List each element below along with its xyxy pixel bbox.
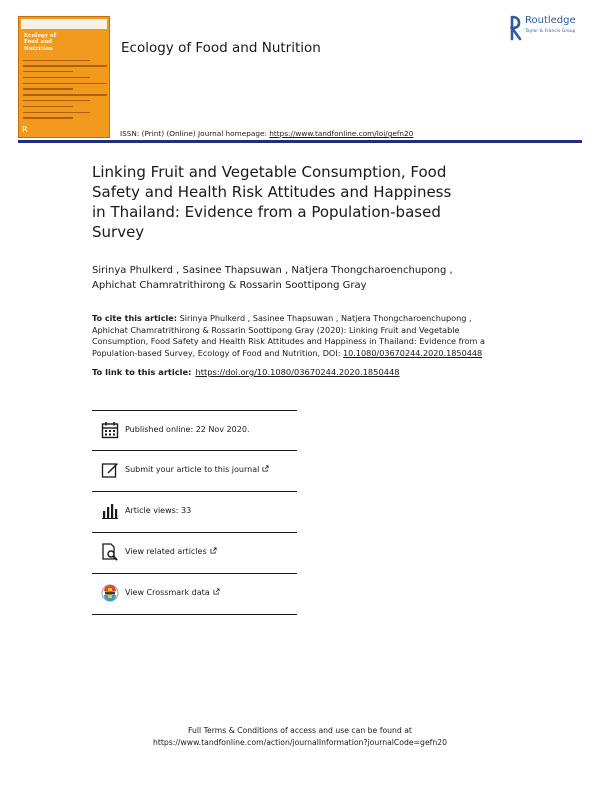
citation-line: Consumption, Food Safety and Health Risk Attitudes and Happiness in Thailand: Evidence from a bbox=[92, 336, 485, 347]
crossmark-row[interactable] bbox=[92, 574, 297, 615]
publisher-logo bbox=[510, 13, 594, 49]
related-articles-row[interactable] bbox=[92, 533, 297, 574]
citation-text: Population-based Survey, Ecology of Food and Nutrition, DOI: bbox=[92, 347, 343, 358]
citation-text: Sirinya Phulkerd , Sasinee Thapsuwan , Natjera Thongcharoenchupong , bbox=[177, 313, 472, 323]
cover-publisher-mark: R bbox=[22, 125, 28, 134]
journal-name: Ecology of Food and Nutrition bbox=[121, 40, 321, 56]
article-title-line: Survey bbox=[92, 223, 145, 241]
article-authors bbox=[92, 263, 522, 293]
issn-text: ISSN: (Print) (Online) Journal homepage: bbox=[120, 129, 270, 138]
article-title-line: in Thailand: Evidence from a Population-based bbox=[92, 203, 441, 221]
external-link-icon bbox=[262, 465, 269, 472]
publisher-tagline: Taylor & Francis Group bbox=[525, 29, 576, 34]
submit-article-label: Submit your article to this journal bbox=[125, 465, 260, 474]
article-title-line: Safety and Health Risk Attitudes and Happiness bbox=[92, 183, 452, 201]
citation-block bbox=[92, 313, 522, 359]
external-link-icon bbox=[213, 588, 220, 595]
publisher-name: Routledge bbox=[525, 15, 576, 26]
doi-link[interactable]: 10.1080/03670244.2020.1850448 bbox=[343, 347, 483, 358]
author-line: Aphichat Chamratrithirong & Rossarin Soottipong Gray bbox=[92, 280, 367, 291]
cover-title-line: Food and bbox=[24, 39, 53, 46]
submit-article-row[interactable] bbox=[92, 451, 297, 492]
issn-line bbox=[120, 129, 413, 138]
terms-footer bbox=[0, 725, 600, 748]
citation-label: To cite this article: bbox=[92, 313, 178, 323]
submit-article-link[interactable] bbox=[125, 465, 269, 474]
crossmark-label: View Crossmark data bbox=[125, 588, 210, 597]
citation-line bbox=[92, 348, 522, 360]
cover-contents bbox=[23, 55, 107, 135]
article-views: Article views: 33 bbox=[125, 506, 192, 515]
journal-cover bbox=[18, 16, 110, 138]
external-link-icon bbox=[210, 547, 217, 554]
article-link-line bbox=[92, 367, 400, 377]
edit-icon bbox=[101, 461, 119, 479]
crossmark-link[interactable] bbox=[125, 588, 220, 597]
cover-title-line: Ecology of bbox=[24, 33, 57, 39]
terms-footer-url[interactable]: https://www.tandfonline.com/action/journalInformation?journalCode=gefn20 bbox=[152, 737, 448, 747]
search-document-icon bbox=[101, 543, 119, 561]
crossmark-icon bbox=[101, 584, 119, 602]
calendar-icon bbox=[101, 421, 119, 439]
related-articles-label: View related articles bbox=[125, 547, 207, 556]
author-line: Sirinya Phulkerd , Sasinee Thapsuwan , Natjera Thongcharoenchupong , bbox=[92, 265, 453, 276]
article-info-box bbox=[92, 410, 297, 615]
cover-header-strip bbox=[21, 19, 107, 29]
citation-line: Aphichat Chamratrithirong & Rossarin Soottipong Gray (2020): Linking Fruit and Vegetable bbox=[92, 324, 460, 335]
citation-line bbox=[92, 313, 522, 325]
routledge-icon bbox=[510, 14, 522, 42]
terms-footer-text: Full Terms & Conditions of access and use can be found at bbox=[188, 726, 412, 735]
journal-homepage-link[interactable]: https://www.tandfonline.com/loi/gefn20 bbox=[269, 129, 414, 138]
article-doi-url[interactable]: https://doi.org/10.1080/03670244.2020.1850448 bbox=[195, 367, 400, 377]
link-label: To link to this article: bbox=[92, 367, 192, 377]
cover-title-line: Nutrition bbox=[24, 45, 54, 52]
published-date: Published online: 22 Nov 2020. bbox=[125, 425, 250, 434]
cover-title bbox=[24, 33, 106, 53]
related-articles-link[interactable] bbox=[125, 547, 217, 556]
article-title-line: Linking Fruit and Vegetable Consumption, Food bbox=[92, 163, 447, 181]
article-views-row bbox=[92, 492, 297, 533]
published-row bbox=[92, 410, 297, 451]
header-divider bbox=[18, 140, 582, 143]
bar-chart-icon bbox=[101, 502, 119, 520]
article-title bbox=[92, 162, 502, 242]
